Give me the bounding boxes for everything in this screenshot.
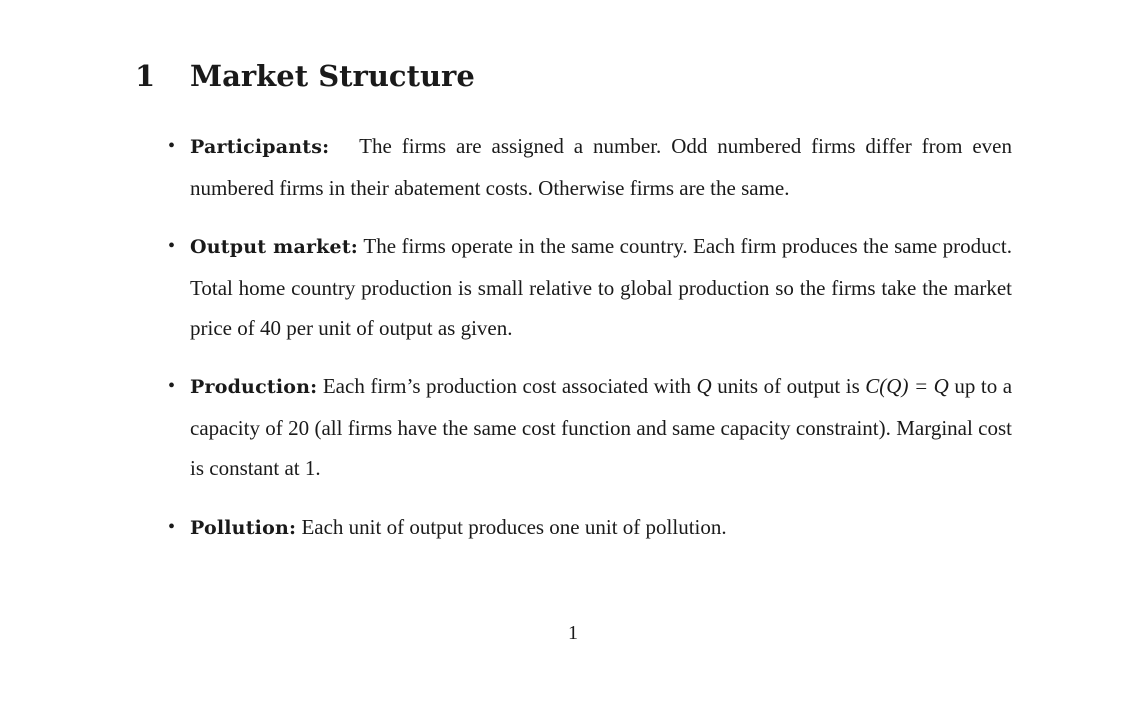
math-variable-q: Q	[696, 374, 712, 398]
section-number: 1	[135, 59, 156, 93]
item-label: Production:	[190, 376, 318, 398]
item-label: Participants:	[190, 136, 330, 158]
item-label: Pollution:	[190, 517, 297, 539]
page-number: 1	[568, 622, 578, 644]
bullet-icon: •	[168, 375, 176, 397]
section-title: Market Structure	[190, 59, 475, 93]
list-item-pollution	[168, 507, 1012, 549]
item-text: The firms operate in the same country. Each firm produces the same product. Total home country production is small relative to global production so the firms take the market price of 40 per unit of output as given.	[190, 234, 1013, 340]
item-text-part1: Each firm’s production cost associated with	[322, 374, 692, 398]
list-item-production	[168, 366, 1013, 489]
item-text-part3: up to a capacity of 20 (all firms have the same cost function and same capacity constraint). Marginal cost is constant at 1.	[190, 374, 1013, 480]
bullet-icon: •	[168, 135, 176, 157]
math-cost-function: C(Q) = Q	[865, 374, 949, 398]
bullet-icon: •	[168, 235, 176, 257]
bullet-icon: •	[168, 516, 176, 538]
item-text: The firms are assigned a number. Odd numbered firms differ from even numbered firms in their abatement costs. Otherwise firms are the same.	[190, 134, 1012, 200]
item-label: Output market:	[190, 236, 359, 258]
item-text: Each unit of output produces one unit of pollution.	[301, 515, 727, 539]
list-item-output-market	[168, 226, 1013, 349]
item-text-part2: units of output is	[717, 374, 860, 398]
list-item-participants	[168, 126, 1012, 208]
section-heading	[135, 56, 475, 96]
